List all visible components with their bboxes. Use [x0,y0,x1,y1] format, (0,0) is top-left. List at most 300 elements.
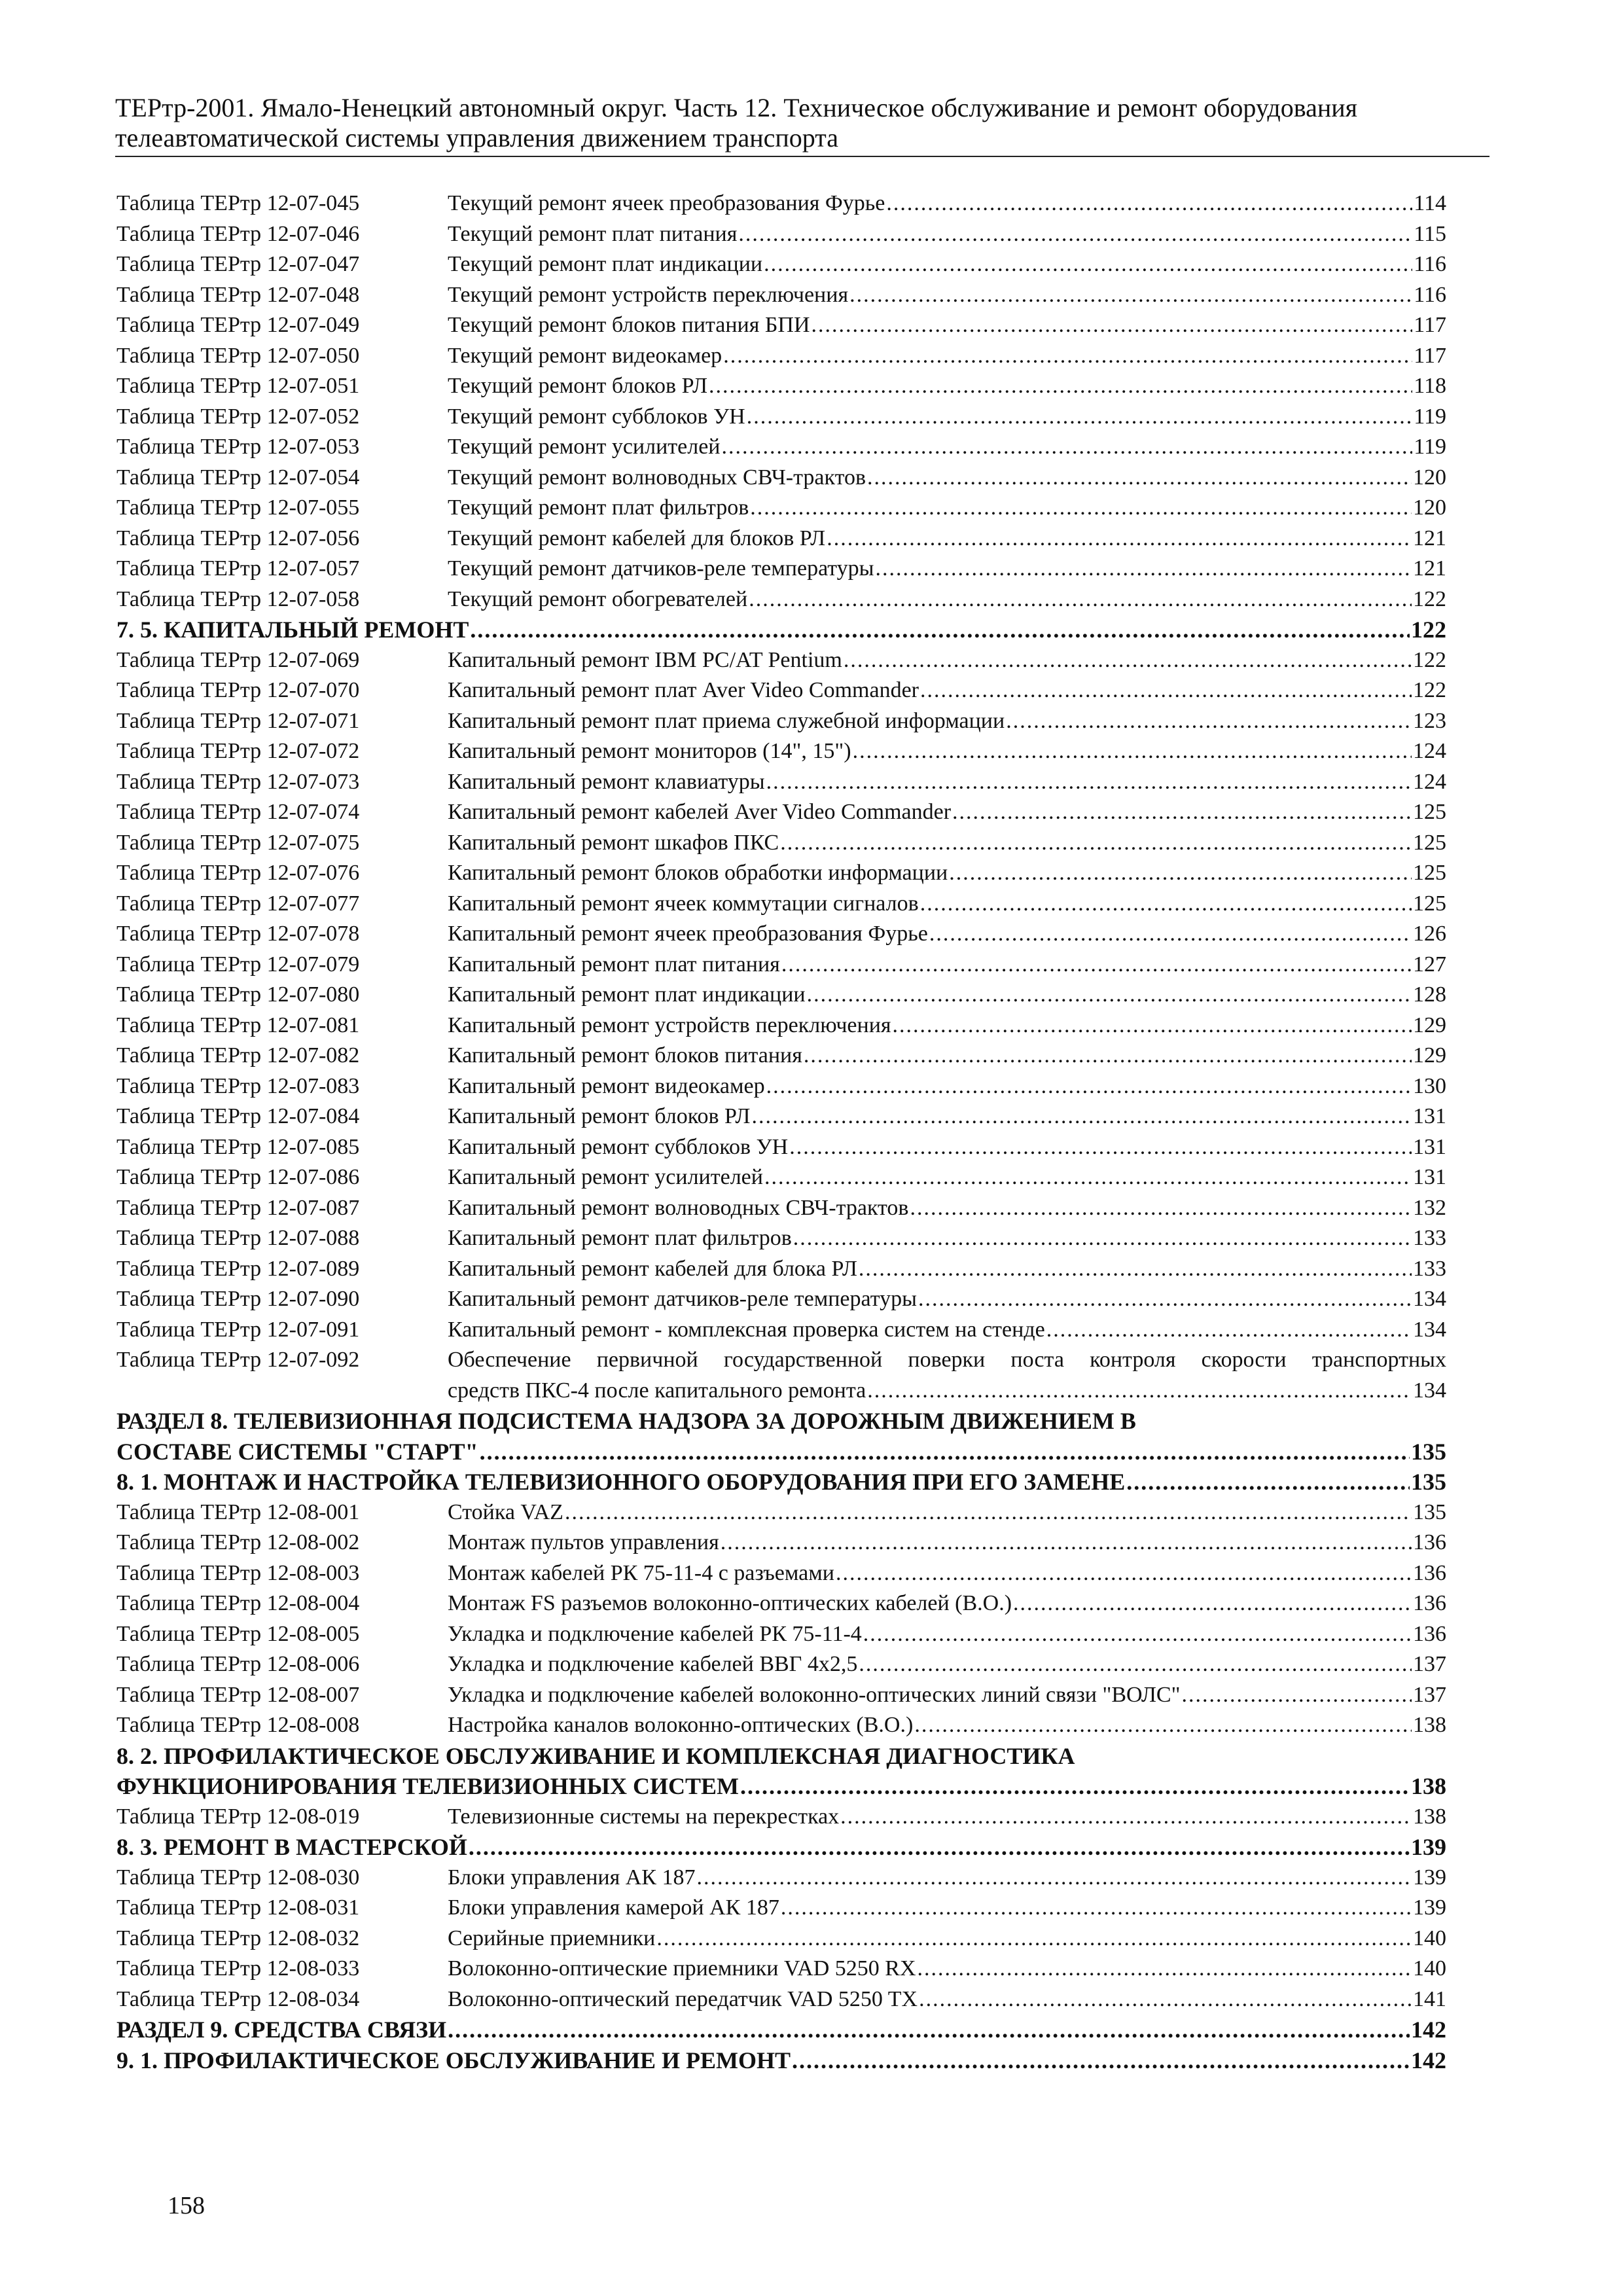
toc-entry [116,341,1446,372]
toc-entry [116,980,1446,1011]
dot-leader [886,188,1412,219]
dot-leader [709,371,1412,402]
toc-entry-title: Серийные приемники [448,1926,656,1950]
table-code: Таблица ТЕРтр 12-07-046 [116,221,360,246]
dot-leader [859,1254,1412,1285]
toc-entry-title: Капитальный ремонт волноводных СВЧ-трактов [448,1195,909,1220]
table-code: Таблица ТЕРтр 12-08-007 [116,1682,360,1707]
table-code: Таблица ТЕРтр 12-07-072 [116,739,360,763]
toc-entry-title: Капитальный ремонт плат фильтров [448,1226,792,1250]
toc-entry-title: Настройка каналов волоконно-оптических (В.О.) [448,1713,914,1737]
toc-page-number: 123 [1413,708,1446,733]
toc-page-number: 125 [1413,830,1446,855]
table-code: Таблица ТЕРтр 12-07-080 [116,982,360,1007]
toc-entry-title: Текущий ремонт усилителей [448,435,721,459]
toc-page-number: 127 [1413,952,1446,977]
dot-leader [780,828,1412,859]
toc-page-number: 124 [1413,769,1446,794]
toc-entry-title: Капитальный ремонт блоков РЛ [448,1104,751,1128]
toc-entry-title: Текущий ремонт плат индикации [448,252,763,276]
toc-entry-title-line [448,280,1446,311]
toc-entry-title-line [448,249,1446,280]
toc-page-number: 136 [1413,1621,1446,1646]
dot-leader [740,1771,1410,1802]
dot-leader [793,1223,1412,1254]
dot-leader [1126,1467,1410,1498]
toc-entry-title: Блоки управления камерой АК 187 [448,1895,779,1920]
header-line-2: телеавтоматической системы управления движением транспорта [115,123,838,152]
toc-entry-title-line [448,1619,1446,1650]
toc-page-number: 136 [1413,1560,1446,1585]
dot-leader [764,1162,1412,1193]
toc-entry-title: Текущий ремонт устройств переключения [448,282,849,307]
toc-entry [116,402,1446,433]
table-code: Таблица ТЕРтр 12-07-085 [116,1134,360,1159]
toc-entry [116,249,1446,280]
toc-section-heading [116,2045,1446,2076]
dot-leader [840,1802,1412,1833]
toc-entry-title: Текущий ремонт субблоков УН [448,404,745,429]
dot-leader [920,889,1412,920]
toc-page-number: 115 [1414,221,1446,246]
toc-entry-title-cont: средств ПКС-4 после капитального ремонта [448,1378,866,1403]
toc-entry [116,645,1446,676]
toc-entry-title: Монтаж FS разъемов волоконно-оптических кабелей (В.О.) [448,1591,1012,1615]
toc-page-number: 140 [1413,1956,1446,1981]
toc-entry-title: Текущий ремонт датчиков-реле температуры [448,556,874,581]
section-title-line-2: СОСТАВЕ СИСТЕМЫ "СТАРТ" [116,1438,478,1465]
table-code: Таблица ТЕРтр 12-07-074 [116,800,360,824]
toc-entry-title: Капитальный ремонт плат приема служебной информации [448,708,1005,733]
toc-entry-title-line [448,1041,1446,1071]
section-title-line-1: 8. 2. ПРОФИЛАКТИЧЕСКОЕ ОБСЛУЖИВАНИЕ И КОМПЛЕКСНАЯ ДИАГНОСТИКА [116,1742,1075,1769]
section-title: 8. 1. МОНТАЖ И НАСТРОЙКА ТЕЛЕВИЗИОННОГО ОБОРУДОВАНИЯ ПРИ ЕГО ЗАМЕНЕ [116,1469,1126,1495]
toc-entry-title: Капитальный ремонт ячеек коммутации сигналов [448,891,919,916]
dot-leader [807,980,1412,1011]
toc-entry [116,1223,1446,1254]
toc-entry [116,1924,1446,1954]
toc-entry-title: Капитальный ремонт плат индикации [448,982,806,1007]
dot-leader [750,493,1412,524]
toc-entry [116,889,1446,920]
toc-page-number: 122 [1413,586,1446,611]
toc-entry-title-block [448,1345,1446,1406]
table-of-contents [116,188,1446,2075]
table-code: Таблица ТЕРтр 12-08-032 [116,1926,360,1950]
toc-entry-title: Текущий ремонт видеокамер [448,343,722,368]
section-title-line-2: ФУНКЦИОНИРОВАНИЯ ТЕЛЕВИЗИОННЫХ СИСТЕМ [116,1773,739,1799]
toc-entry [116,1254,1446,1285]
toc-page-number: 120 [1413,495,1446,520]
toc-page-number: 124 [1413,739,1446,763]
dot-leader [859,1649,1412,1680]
toc-entry-title-line [448,341,1446,372]
page-number: 158 [168,2192,205,2219]
toc-entry-title: Капитальный ремонт - комплексная проверка систем на стенде [448,1317,1045,1342]
table-code: Таблица ТЕРтр 12-07-090 [116,1287,360,1311]
toc-entry [116,1893,1446,1924]
toc-entry-title: Капитальный ремонт кабелей Aver Video Commander [448,800,952,824]
dot-leader [918,1954,1412,1984]
toc-entry-title-line [448,1528,1446,1558]
table-code: Таблица ТЕРтр 12-08-008 [116,1713,360,1737]
toc-entry-title-line [448,797,1446,828]
table-code: Таблица ТЕРтр 12-07-088 [116,1226,360,1250]
toc-entry [116,1680,1446,1711]
toc-entry-title: Волоконно-оптический передатчик VAD 5250 TX [448,1986,918,2011]
toc-page-number: 132 [1413,1195,1446,1220]
toc-entry-title-line-2 [448,1376,1446,1407]
dot-leader [766,767,1412,798]
dot-leader [914,1710,1412,1741]
toc-entry-title-line [448,1254,1446,1285]
toc-entry-title: Капитальный ремонт шкафов ПКС [448,830,779,855]
toc-entry [116,1071,1446,1102]
toc-page-number: 136 [1413,1591,1446,1615]
toc-entry-title: Капитальный ремонт IBM PC/AT Pentium [448,647,842,672]
toc-entry [116,584,1446,615]
dot-leader [480,1437,1410,1467]
toc-entry-title-line [448,645,1446,676]
table-code: Таблица ТЕРтр 12-08-030 [116,1865,360,1890]
toc-entry-title: Укладка и подключение кабелей волоконно-оптических линий связи "ВОЛС" [448,1682,1181,1707]
toc-page-number: 142 [1411,2047,1446,2073]
table-code: Таблица ТЕРтр 12-07-073 [116,769,360,794]
toc-entry-title: Монтаж пультов управления [448,1530,719,1554]
toc-entry-title-line [448,919,1446,950]
toc-entry-title-line [448,402,1446,433]
toc-page-number: 130 [1413,1073,1446,1098]
dot-leader [747,402,1413,433]
toc-page-number: 139 [1413,1895,1446,1920]
toc-entry [116,1954,1446,1984]
table-code: Таблица ТЕРтр 12-07-048 [116,282,360,307]
toc-page-number: 133 [1413,1226,1446,1250]
dot-leader [792,2045,1410,2076]
toc-entry-title: Капитальный ремонт усилителей [448,1165,763,1189]
table-code: Таблица ТЕРтр 12-07-050 [116,343,360,368]
dot-leader [764,249,1412,280]
dot-leader [1006,706,1412,737]
toc-entry [116,1528,1446,1558]
toc-page-number: 120 [1413,465,1446,490]
toc-entry [116,280,1446,311]
toc-entry [116,675,1446,706]
toc-entry-title-line [448,1223,1446,1254]
toc-page-number: 122 [1411,617,1446,643]
table-code: Таблица ТЕРтр 12-07-086 [116,1165,360,1189]
toc-page-number: 126 [1413,922,1446,946]
dot-leader [738,219,1412,250]
toc-entry [116,524,1446,554]
dot-leader [867,463,1412,493]
toc-page-number: 117 [1414,313,1446,337]
toc-entry-title: Текущий ремонт плат питания [448,221,738,246]
table-code: Таблица ТЕРтр 12-08-004 [116,1591,360,1615]
toc-section-heading [116,1741,1446,1802]
toc-page-number: 117 [1414,343,1446,368]
section-title-line-1: РАЗДЕЛ 8. ТЕЛЕВИЗИОННАЯ ПОДСИСТЕМА НАДЗОРА ЗА ДОРОЖНЫМ ДВИЖЕНИЕМ В [116,1408,1136,1434]
table-code: Таблица ТЕРтр 12-07-084 [116,1104,360,1128]
dot-leader [723,341,1412,372]
section-title-line-2-wrap [116,1771,1446,1802]
table-code: Таблица ТЕРтр 12-08-031 [116,1895,360,1920]
toc-entry [116,1984,1446,2015]
dot-leader [949,858,1412,889]
toc-entry-title-line [448,1558,1446,1589]
toc-entry [116,1649,1446,1680]
dot-leader [470,615,1410,645]
dot-leader [721,1528,1412,1558]
toc-page-number: 134 [1413,1287,1446,1311]
dot-leader [836,1558,1412,1589]
toc-entry-title-line [448,524,1446,554]
table-code: Таблица ТЕРтр 12-07-083 [116,1073,360,1098]
dot-leader [448,2015,1410,2045]
toc-entry-title-line-1: Обеспечение первичной государственной поверки поста контроля скорости транспортных [448,1348,1446,1372]
toc-entry-title: Текущий ремонт блоков РЛ [448,374,708,398]
toc-entry-title-line [448,858,1446,889]
toc-entry-title-line [448,584,1446,615]
toc-entry-title: Стойка VAZ [448,1499,563,1524]
dot-leader [919,1984,1412,2015]
section-title: 9. 1. ПРОФИЛАКТИЧЕСКОЕ ОБСЛУЖИВАНИЕ И РЕМОНТ [116,2047,791,2073]
toc-entry-title-line [448,188,1446,219]
toc-entry [116,1588,1446,1619]
dot-leader [853,736,1412,767]
toc-entry-title-line [448,1071,1446,1102]
toc-page-number: 135 [1413,1499,1446,1524]
toc-page-number: 131 [1413,1134,1446,1159]
toc-entry [116,1558,1446,1589]
table-code: Таблица ТЕРтр 12-07-078 [116,922,360,946]
toc-entry [116,767,1446,798]
toc-entry-title-line [448,1984,1446,2015]
toc-entry [116,1710,1446,1741]
toc-entry [116,1162,1446,1193]
toc-entry-title-line [448,1102,1446,1132]
toc-entry-title: Текущий ремонт ячеек преобразования Фурье [448,191,885,215]
toc-entry [116,310,1446,341]
toc-page-number: 114 [1414,191,1446,215]
toc-entry [116,736,1446,767]
toc-entry-title-line [448,980,1446,1011]
toc-entry-title-line [448,1011,1446,1041]
toc-entry-title: Укладка и подключение кабелей РК 75-11-4 [448,1621,862,1646]
section-title: 7. 5. КАПИТАЛЬНЫЙ РЕМОНТ [116,617,469,643]
toc-entry-title-line [448,1498,1446,1528]
section-title: РАЗДЕЛ 9. СРЕДСТВА СВЯЗИ [116,2017,447,2043]
toc-page-number: 122 [1413,678,1446,702]
toc-entry-title: Монтаж кабелей РК 75-11-4 с разъемами [448,1560,834,1585]
toc-entry-title-line [448,371,1446,402]
toc-page-number: 137 [1413,1652,1446,1676]
toc-entry [116,1498,1446,1528]
table-code: Таблица ТЕРтр 12-07-089 [116,1256,360,1281]
toc-entry-title-line [448,1193,1446,1224]
toc-entry [116,1132,1446,1163]
toc-entry-title-line [448,493,1446,524]
table-code: Таблица ТЕРтр 12-07-045 [116,191,360,215]
dot-leader [863,1619,1412,1650]
toc-entry [116,1345,1446,1406]
dot-leader [1182,1680,1412,1711]
toc-page-number: 139 [1413,1865,1446,1890]
dot-leader [766,1071,1412,1102]
table-code: Таблица ТЕРтр 12-07-091 [116,1317,360,1342]
toc-entry-title-line [448,1315,1446,1346]
dot-leader [781,1893,1412,1924]
toc-page-number: 131 [1413,1165,1446,1189]
toc-entry-title-line [448,1162,1446,1193]
table-code: Таблица ТЕРтр 12-07-055 [116,495,360,520]
table-code: Таблица ТЕРтр 12-07-053 [116,435,360,459]
dot-leader [656,1924,1412,1954]
toc-entry [116,828,1446,859]
dot-leader [918,1284,1412,1315]
toc-entry-title-line [448,889,1446,920]
table-code: Таблица ТЕРтр 12-07-058 [116,586,360,611]
toc-page-number: 140 [1413,1926,1446,1950]
toc-section-heading [116,2015,1446,2045]
toc-entry-title-line [448,828,1446,859]
toc-entry-title: Текущий ремонт обогревателей [448,586,748,611]
toc-entry-title-line [448,1954,1446,1984]
toc-entry-title: Капитальный ремонт плат питания [448,952,780,977]
toc-entry-title-line [448,1863,1446,1893]
toc-entry-title-line [448,706,1446,737]
toc-page-number: 128 [1413,982,1446,1007]
table-code: Таблица ТЕРтр 12-07-079 [116,952,360,977]
toc-entry [116,797,1446,828]
toc-entry-title: Текущий ремонт кабелей для блоков РЛ [448,526,826,550]
toc-page-number: 125 [1413,861,1446,885]
toc-page-number: 138 [1413,1713,1446,1737]
toc-page-number: 125 [1413,891,1446,916]
toc-entry-title-line [448,1924,1446,1954]
table-code: Таблица ТЕРтр 12-07-075 [116,830,360,855]
toc-entry-title: Телевизионные системы на перекрестках [448,1804,840,1829]
toc-entry-title: Капитальный ремонт видеокамер [448,1073,765,1098]
toc-entry-title: Капитальный ремонт устройств переключения [448,1013,891,1037]
toc-entry-title: Капитальный ремонт мониторов (14", 15") [448,739,851,763]
toc-page-number: 134 [1413,1378,1446,1403]
toc-section-heading [116,1832,1446,1863]
toc-entry [116,1193,1446,1224]
toc-entry [116,1315,1446,1346]
toc-entry [116,1802,1446,1833]
toc-entry [116,371,1446,402]
dot-leader [789,1132,1412,1163]
table-code: Таблица ТЕРтр 12-07-054 [116,465,360,490]
toc-entry-title-line [448,767,1446,798]
dot-leader [893,1011,1412,1041]
toc-entry-title: Капитальный ремонт ячеек преобразования Фурье [448,922,928,946]
table-code: Таблица ТЕРтр 12-07-082 [116,1043,360,1067]
toc-entry-title-line [448,1588,1446,1619]
toc-entry-title-line [448,1132,1446,1163]
toc-entry-title-line [448,1802,1446,1833]
dot-leader [804,1041,1412,1071]
dot-leader [952,797,1412,828]
toc-page-number: 136 [1413,1530,1446,1554]
toc-entry-title: Капитальный ремонт клавиатуры [448,769,765,794]
toc-entry [116,858,1446,889]
table-code: Таблица ТЕРтр 12-08-003 [116,1560,360,1585]
dot-leader [565,1498,1412,1528]
toc-page-number: 139 [1411,1834,1446,1860]
toc-entry [116,919,1446,950]
toc-entry [116,1011,1446,1041]
dot-leader [867,1376,1412,1407]
toc-entry [116,1102,1446,1132]
toc-entry [116,706,1446,737]
toc-entry-title-line [448,1649,1446,1680]
toc-entry [116,188,1446,219]
dot-leader [1013,1588,1412,1619]
toc-page-number: 131 [1413,1104,1446,1128]
toc-entry-title: Блоки управления АК 187 [448,1865,696,1890]
table-code: Таблица ТЕРтр 12-07-069 [116,647,360,672]
dot-leader [910,1193,1412,1224]
toc-entry-title-line [448,310,1446,341]
dot-leader [749,584,1412,615]
toc-entry [116,554,1446,584]
toc-page-number: 129 [1413,1013,1446,1037]
table-code: Таблица ТЕРтр 12-07-077 [116,891,360,916]
toc-page-number: 133 [1413,1256,1446,1281]
toc-page-number: 134 [1413,1317,1446,1342]
table-code: Таблица ТЕРтр 12-08-034 [116,1986,360,2011]
table-code: Таблица ТЕРтр 12-08-005 [116,1621,360,1646]
toc-entry-title: Текущий ремонт плат фильтров [448,495,749,520]
dot-leader [844,645,1412,676]
toc-page-number: 116 [1414,282,1446,307]
dot-leader [696,1863,1412,1893]
table-code: Таблица ТЕРтр 12-08-033 [116,1956,360,1981]
dot-leader [469,1832,1410,1863]
table-code: Таблица ТЕРтр 12-08-002 [116,1530,360,1554]
toc-entry-title-line [448,463,1446,493]
toc-section-heading [116,1406,1446,1467]
toc-entry-title: Капитальный ремонт субблоков УН [448,1134,789,1159]
toc-entry [116,463,1446,493]
toc-page-number: 118 [1414,374,1446,398]
table-code: Таблица ТЕРтр 12-07-052 [116,404,360,429]
toc-page-number: 135 [1411,1469,1446,1495]
dot-leader [920,675,1412,706]
toc-entry-title-line [448,1284,1446,1315]
toc-entry-title-line [448,432,1446,463]
toc-page-number: 129 [1413,1043,1446,1067]
toc-entry-title: Капитальный ремонт датчиков-реле температуры [448,1287,917,1311]
toc-entry-title-line [448,1680,1446,1711]
dot-leader [827,524,1412,554]
dot-leader [812,310,1413,341]
table-code: Таблица ТЕРтр 12-07-071 [116,708,360,733]
toc-entry [116,950,1446,980]
toc-page-number: 121 [1413,526,1446,550]
toc-section-heading [116,615,1446,645]
header-rule [115,156,1489,157]
table-code: Таблица ТЕРтр 12-08-019 [116,1804,360,1829]
toc-entry-title: Капитальный ремонт блоков обработки информации [448,861,948,885]
table-code: Таблица ТЕРтр 12-08-001 [116,1499,360,1524]
toc-entry-title: Капитальный ремонт блоков питания [448,1043,802,1067]
toc-page-number: 121 [1413,556,1446,581]
table-code: Таблица ТЕРтр 12-07-092 [116,1348,360,1372]
table-code: Таблица ТЕРтр 12-07-057 [116,556,360,581]
